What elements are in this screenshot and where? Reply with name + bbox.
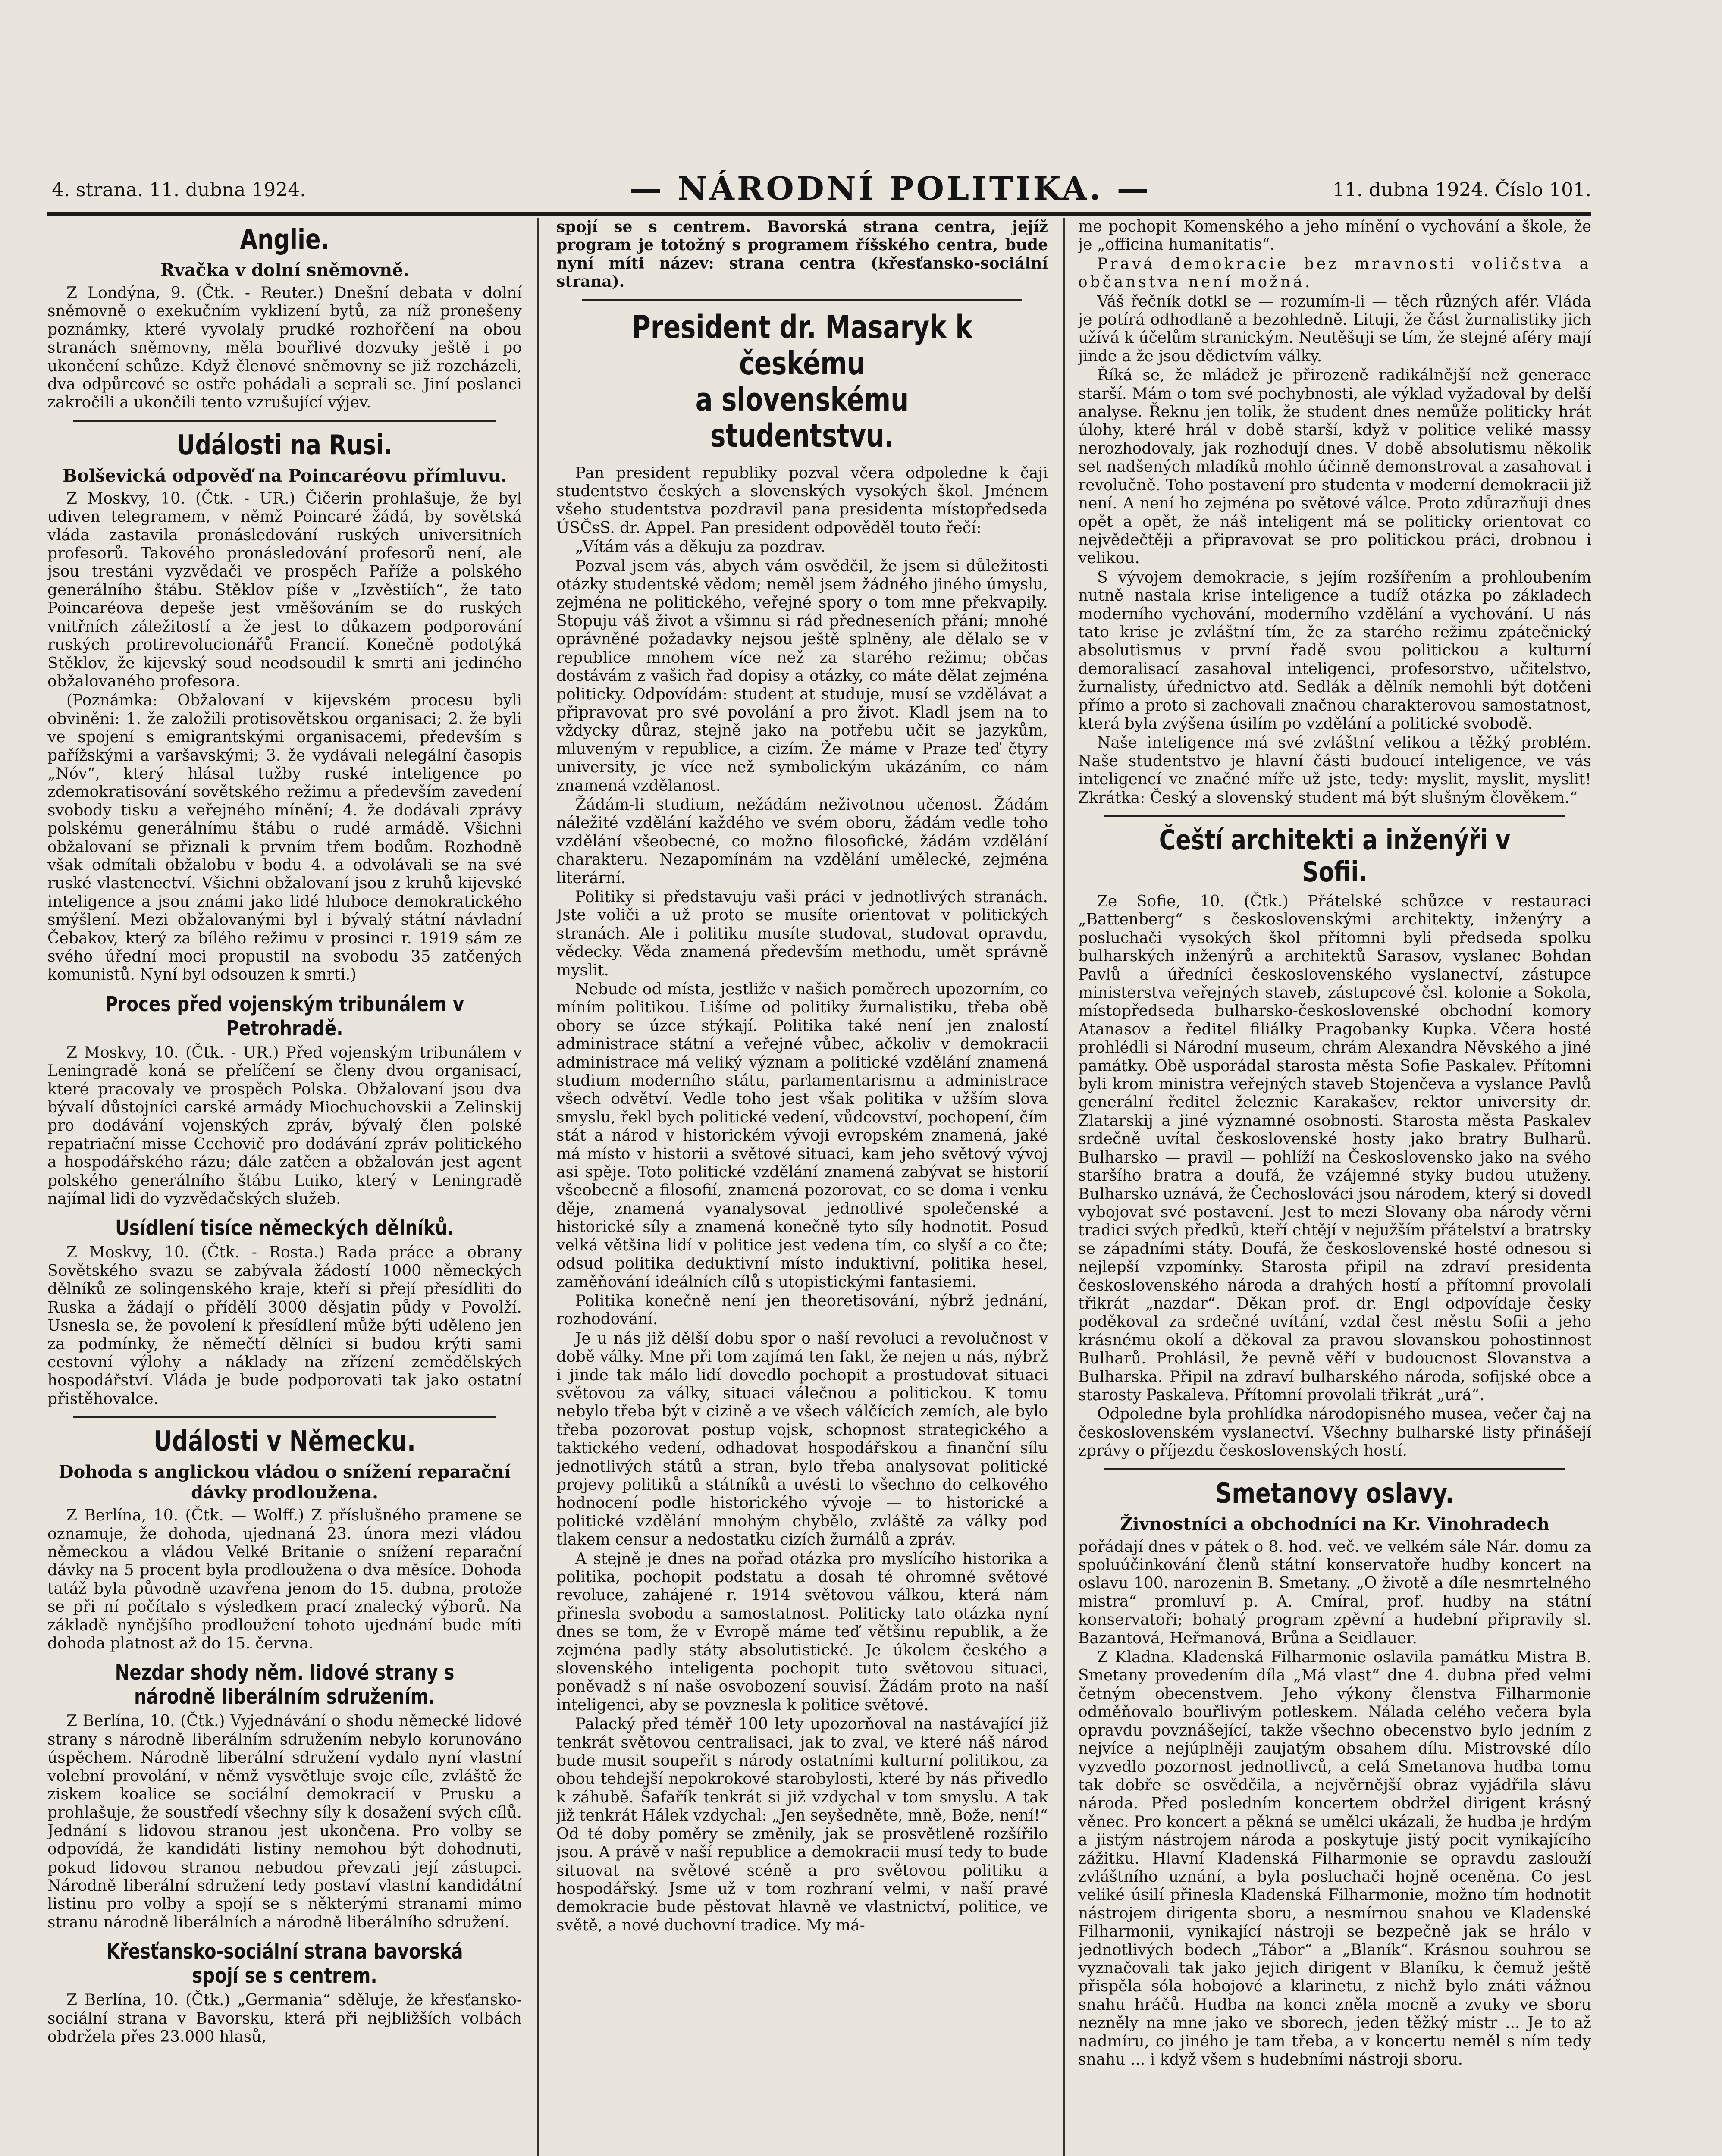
- article-paragraph: Naše inteligence má své zvláštní velikou a těžký problém. Naše studentstvo je hlavní části budoucí inteligence, ve vás inteligencí ve značné míře už jste, tedy: myslit, myslit, myslit! Zkrátka: Český a slovenský student má být slušným člověkem.“: [1078, 734, 1591, 807]
- column-2: [556, 218, 1048, 2156]
- article-paragraph: Pan president republiky pozval včera odpoledne k čaji studentstvo českých a slovenských vysokých škol. Jménem všeho studentstva pozdravil pana presidenta místopředseda ÚSČsS. dr. Appel. Pan president odpověděl touto řečí:: [556, 464, 1048, 537]
- article-paragraph: A stejně je dnes na pořad otázka pro myslícího historika a politika, pochopit podstatu a dosah té ohromné světové revoluce, zahájené r. 1914 světovou válkou, která nám přinesla svobodu a samostatnost. Politicky tato otázka nyní dnes se tom, že v Evropě máme teď většinu republik, a že zejména padly státy absolutistické. Je úkolem českého a slovenského inteligenta pochopit tuto světovou situaci, poněvadž s ní naše osvobození souvisí. Žádám proto na naší inteligenci, aby se povznesla k politice světové.: [556, 1550, 1048, 1714]
- column-3: [1078, 218, 1591, 2156]
- article-paragraph: Je u nás již dělší dobu spor o naší revoluci a revolučnost v době války. Mne při tom zajímá ten fakt, že nejen u nás, nýbrž i jinde tak málo lidí dovedlo pochopit a prostudovat situaci světovou za války, situaci válečnou a politickou. K tomu nebylo třeba být v cizině a ve všech válčících zemích, ale bylo třeba pozorovat postup vojsk, schopnost strategického a taktického vedení, odhadovat hospodářskou a finanční sílu jednotlivých států a stran, bylo třeba analysovat politické projevy politiků a státníků a uvésti to všechno do celkového hodnocení podle historického vývoje — to historické a politické vzdělání mnohým chybělo, zvláště za války pod tlakem censur a nedostatku cizích žurnálů a zpráv.: [556, 1329, 1048, 1549]
- headline-masaryk-line2: a slovenskému studentstvu.: [695, 381, 909, 454]
- article-paragraph: S vývojem demokracie, s jejím rozšířením a prohloubením nutně nastala krise inteligence a tudíž otázka po základech moderního vychování, moderního vzdělání a vychování. U nás tato krise je zvláštní tím, že za starého režimu zpátečnický absolutismus v první řadě svou politickou a kulturní demoralisací zasahoval inteligenci, profesorstvo, učitelstvo, žurnalisty, úřednictvo atd. Sedlák a dělník nemohli být dotčeni přímo a proto si zachovali značnou charakterovou samostatnost, která byla zvýšena úsilím po vzdělání a politické svobodě.: [1078, 568, 1591, 733]
- article-paragraph: Z Kladna. Kladenská Filharmonie oslavila památku Mistra B. Smetany provedením díla „Má vlast“ dne 4. dubna před velmi četným obecenstvem. Jeho výkony členstva Filharmonie odměňovalo bouřlivým potleskem. Nálada celého večera byla opravdu povznášející, takže všechno obecenstvo bylo jedním z nejvíce a nejúplněji zaujatým obsahem dílu. Mistrovské dílo vyzvedlo pozornost jednotlivců, a celá Smetanova hudba tomu tak dobře se osvědčila, a nejvěrnější obraz vyjádřila slávu národa. Před posledním koncertem obdržel dirigent krásný věnec. Pro koncert a pěkná se umělci ukázali, že hudba je hrdým a jistým nástrojem národa a poskytuje jistý pocit vynikajícího zážitku. Hlavní Kladenská Filharmonie se opravdu zaslouží zvláštního uznání, a byla posluchači hojně oceněna. Co jest veliké úsilí přinesla Kladenská Filharmonie, možno tím hodnotit nástrojem dirigenta sboru, a nesmírnou snahou ve Kladenské Filharmonii, vynikající nástroji se bezpečně jak se hrálo v jednotlivých bodech „Tábor“ a „Blaník“. Krásnou souhrou se vyznačovali tak jako jejich dirigent v Blaníku, k čemuž ještě přispěla sóla hobojové a klarinetu, z nichž bylo znáti vážnou snahu hráčů. Hudba na konci zněla mocně a zvuky ve sboru nezněly na mne jako ve sborech, jeden těžký mistr ... Je to až nadmíru, co jiného je tam třeba, a v koncertu neměl s ním tedy snahu ... i když všem s hudebními nástroji sboru.: [1078, 1648, 1591, 2068]
- headline-smetana: Smetanovy oslavy.: [1215, 1477, 1454, 1510]
- headline-anglie: Anglie.: [240, 224, 329, 256]
- article-paragraph: Váš řečník dotkl se — rozumím-li — těch různých afér. Vláda je potírá odhodlaně a bezohledně. Lituji, že část žurnalistiky jich užívá k účelům stranickým. Neutěšuji se tím, že stejné aféry mají jinde a že jsou dědictvím války.: [1078, 292, 1591, 365]
- article-paragraph: Z Berlína, 10. (Čtk.) „Germania“ sděluje, že křesťansko-sociální strana v Bavorsku, která při nejbližších volbách obdržela přes 23.000 hlasů,: [47, 1991, 522, 2046]
- headline-usidleni: Usídlení tisíce německých dělníků.: [115, 1216, 454, 1241]
- header-page-date: 4. strana. 11. dubna 1924.: [52, 179, 306, 201]
- article-paragraph: Z Berlína, 10. (Čtk. — Wolff.) Z příslušného pramene se oznamuje, že dohoda, ujednaná 23. února mezi vládou německou a vládou Velké Britanie o snížení reparační dávky na 5 procent byla prodloužena o dva měsíce. Dohoda tatáž byla původně uzavřena jenom do 15. dubna, protože se při ní počítalo s výsledkem prací znalecký výborů. Na základě nynějšího prodloužení tohoto ujednání bude míti dohoda platnost až do 15. června.: [47, 1507, 522, 1652]
- subheadline-dohoda: Dohoda s anglickou vládou o snížení reparační dávky prodloužena.: [58, 1462, 511, 1503]
- subheadline-bolsevicka: Bolševická odpověď na Poincaréovu přímluvu.: [63, 465, 507, 486]
- article-paragraph: Z Moskvy, 10. (Čtk. - UR.) Před vojenským tribunálem v Leningradě koná se přelíčení se členy dvou organisací, které pracovaly ve prospěch Polska. Obžalovaní jsou dva bývalí důstojníci carské armády Miochuchovskii a Zelinskij pro dodávání vojenských zpráv, bývalý člen polské repatriační misse Ccchovič pro dodávání zpráv politického a hospodářského rázu; dále zatčen a obžalován jest agent polského generálního štábu Luiko, který v Leningradě najímal lidi do vyzvědačských služeb.: [47, 1044, 522, 1208]
- headline-nezdar: Nezdar shody něm. lidové strany s národně liberálním sdružením.: [115, 1661, 455, 1709]
- headline-masaryk-line1: President dr. Masaryk k českému: [632, 308, 972, 382]
- article-paragraph: Z Moskvy, 10. (Čtk. - UR.) Čičerin prohlašuje, že byl udiven telegramem, v němž Poincaré žádá, by sovětská vláda zastavila pronásledování ruských universitních profesorů. Takového pronásledování profesorů není, ale jsou trestáni vyzvědači ve prospěch Paříže a polského generálního štábu. Stěklov píše v „Izvěstiích“, že tato Poincaréova depeše jest vměšováním se do ruských vnitřních záležitostí a že jest to důkazem podporování ruských protirevolucionářů Francií. Konečně podotýká Stěklov, že kijevský soud neodsoudil k smrti ani jediného obžalovaného profesora.: [47, 489, 522, 690]
- headline-krestansko: Křesťansko-sociální strana bavorská spojí se s centrem.: [106, 1940, 463, 1988]
- article-paragraph: me pochopit Komenského a jeho mínění o vychování a škole, že je „officina humanitatis“.: [1078, 218, 1591, 254]
- article-separator: [1104, 815, 1565, 817]
- article-paragraph: Žádám-li studium, nežádám neživotnou učenost. Žádám náležité vzdělání každého ve svém oboru, žádám vedle toho vzdělání všeobecné, co možno filosofické, žádám vzdělání charakteru. Nezapomínám na vzdělání umělecké, zejména literární.: [556, 796, 1048, 887]
- article-paragraph: Pozval jsem vás, abych vám osvědčil, že jsem si důležitosti otázky studentské vědom; neměl jsem žádného jiného úmyslu, zejména ne politického, veřejné spory o tom mne překvapily. Stopuju váš život a všimnu si rád předneseních přání; mnohé oprávněné požadavky nejsou ještě splněny, ale dělalo se v republice mnohem více než za starého režimu; občas dostávám z vašich řad dopisy a otázky, co máte dělat zejména politicky. Odpovídám: student at studuje, musí se vzdělávat a připravovat pro své povolání a pro život. Kladl jsem na to vždycky důraz, stejně jako na potřebu učit se jazykům, mluveným v republice, a cizím. Že máme v Praze teď čtyry university, je více než symbolickým ukázáním, co nám znamená vzdělanost.: [556, 557, 1048, 795]
- article-paragraph: Ze Sofie, 10. (Čtk.) Přátelské schůzce v restauraci „Battenberg“ s československými architekty, inženýry a posluchači vysokých škol přítomni byli předseda spolku bulharských inženýrů a architektů Sarasov, vyslanec Bohdan Pavlů a úředníci československého vyslanectví, zástupce ministerstva veřejných staveb, zástupcové čsl. kolonie a Sokola, místopředseda bulharsko-československé obchodní komory Atanasov a ředitel filiálky Pragobanky Kupka. Včera hosté prohlédli si Národní museum, chrám Alexandra Něvského a jiné památky. Obě usporádal starosta města Sofie Paskalev. Přítomni byli krom ministra veřejných staveb Stojenčeva a vyslance Pavlů generální ředitel železnic Karakašev, rektor university dr. Zlatarskij a jiné významné osobnosti. Starosta města Paskalev srdečně uvítal československé hosty jako bratry Bulharů. Bulharsko — pravil — pohlíží na Československo jako na svého staršího bratra a doufá, že vzájemné styky budou utuženy. Bulharsko uznává, že Čechoslováci jsou národem, který si dovedl vybojovat své postavení. Jest to mezi Slovany oba národy věrni tradici svých předků, kteří chtějí v nejužším přátelství a bratrsky se západními státy. Doufá, že československé hosté odnesou si nejlepší vzpomínky. Starosta připil na zdraví presidenta československého národa a drahých hostí a přítomní provolali třikrát „nazdar“. Děkan prof. dr. Engl odpovídaje česky poděkoval za srdečné uvítání, vzdal čest městu Sofii a jeho krásnému okolí a děkoval za pravou slovanskou pohostinnost Bulharů. Prohlásil, že pevně věří v budoucnost Slovanstva a Bulharska. Připil na zdraví bulharského národa, sofijské obce a starosty Paskaleva. Přítomní provolali třikrát „urá“.: [1078, 893, 1591, 1404]
- article-paragraph: Říká se, že mládež je přirozeně radikálnější než generace starší. Mám o tom své pochybnosti, ale výklad vyžadoval by delší analyse. Řeknu jen tolik, že student dnes nemůže politicky hrát úlohy, které hrál v době starší, když v politice veliké massy nerozhodovaly, jak rozhodují dnes. V době absolutismu několik set nadšených mladíků mohlo účinně demonstrovat a zasahovat i revolučně. Toho postavení pro studenta v moderní demokracii již není. A není ho zejména po světové válce. Proto zdůrazňuji dnes opět a opět, že náš inteligent má se politicky orientovat co nejvědečtěji a připravovat se pro politickou práci, drobnou i velikou.: [1078, 367, 1591, 567]
- article-paragraph: pořádají dnes v pátek o 8. hod. več. ve velkém sále Nár. domu za spoluúčinkování členů státní konservatoře hudby koncert na oslavu 100. narozenin B. Smetany. „O životě a díle nesmrtelného mistra“ promluví p. A. Cmíral, prof. hudby na státní konservatoři; bohatý program zpěvní a hudební připravily sl. Bazantová, Heřmanová, Brůna a Seidlauer.: [1078, 1538, 1591, 1647]
- subheadline-rvacka: Rvačka v dolní sněmovně.: [160, 260, 409, 280]
- article-paragraph: (Poznámka: Obžalovaní v kijevském procesu byli obviněni: 1. že založili protisovětskou organisaci; 2. že byli ve spojení s emigrantskými organisacemi, především s pařížskými a varšavskými; 3. že vydávali nelegální časopis „Nóv“, který hlásal tužby ruské inteligence po zdemokratisování sovětského režimu a především zavedení svobody tisku a veřejného mínění; 4. že dodávali zprávy polskému generálnímu štábu o rudé armádě. Všichni obžalovaní se přiznali k prvním třem bodům. Rozhodně však odmítali obžalobu v bodu 4. a odvolávali se na své ruské vlastenectví. Všichni obžalovaní jsou z kruhů kijevské inteligence a jsou známi jako lidé hluboce demokratického smýšlení. Mezi obžalovanými byl i bývalý státní návladní Čebakov, který za bílého režimu v prosinci r. 1919 sám ze svého úřední moci propustil na svobodu 35 zatčených komunistů. Nyní byl odsouzen k smrti.): [47, 692, 522, 984]
- column-1: [47, 218, 522, 2156]
- headline-nemecko: Události v Německu.: [154, 1426, 416, 1458]
- article-paragraph: Politika konečně není jen theoretisování, nýbrž jednání, rozhodování.: [556, 1292, 1048, 1329]
- continuation-paragraph: spojí se s centrem. Bavorská strana centra, jejíž program je totožný s programem říšského centra, bude nyní míti název: strana centra (křesťansko-sociální strana).: [556, 218, 1048, 291]
- header-rule: [47, 212, 1591, 216]
- subheadline-zivnostnici: Živnostníci a obchodníci na Kr. Vinohradech: [1120, 1514, 1549, 1534]
- article-separator: [1104, 1468, 1565, 1470]
- article-paragraph: Politiky si představuju vaši práci v jednotlivých stranách. Jste voliči a už proto se musíte orientovat v politických stranách. Ale i politiku musíte studovat, studovat opravdu, vědecky. Věda znamená především methodu, umět správně myslit.: [556, 888, 1048, 979]
- masthead-title: — NÁRODNÍ POLITIKA. —: [630, 170, 1151, 207]
- article-paragraph: Palacký před téměř 100 lety upozorňoval na nastávající již tenkrát světovou centralisaci, jak to zval, ve které náš národ bude musit soupeřit s národy ostatními kulturní politikou, za obou tehdejší nepokrokové starobylosti, které by nás přivedlo k záhubě. Šafařík tenkrát si již vzdychal v tom smyslu. A tak již tenkrát Hálek vzdychal: „Jen seyšedněte, mně, Bože, není!“ Od té doby poměry se změnily, jak se prosvětleně rozšířilo jsou. A právě v naší republice a demokracii musí tedy to bude situovat na světové scéně a pro světovou politiku a hospodářský. Jsme už v tom rozhraní velmi, v naší pravé demokracie bude pěstovat hlavně ve vlastnictví, politice, ve světě, a nové duchovní tradice. My má-: [556, 1715, 1048, 1934]
- header-issue-number: 11. dubna 1924. Číslo 101.: [1333, 179, 1591, 201]
- article-paragraph: Pravá demokracie bez mravnosti voličstva a občanstva není možná.: [1078, 255, 1591, 291]
- column-divider: [1063, 218, 1065, 2156]
- page-header: [47, 170, 1591, 213]
- headline-proces: Proces před vojenským tribunálem v Petrohradě.: [105, 992, 464, 1040]
- headline-masaryk: [605, 309, 999, 454]
- article-paragraph: Z Moskvy, 10. (Čtk. - Rosta.) Rada práce a obrany Sovětského svazu se zabývala žádostí 1000 německých dělníků ze solingenského kraje, kteří si přejí přesídliti do Ruska a žádají o přídělí 3000 děsjatin půdy v Povolží. Usnesla se, že povolení k přesídlení může býti uděleno jen za podmínky, že němečtí dělníci si budou krýti sami cestovní výlohy a náklady na zřízení zemědělských hospodářství. Vláda je bude podporovati tak jako ostatní přistěhovalce.: [47, 1244, 522, 1408]
- article-paragraph: „Vítám vás a děkuju za pozdrav.: [575, 538, 826, 556]
- column-divider: [537, 218, 539, 2156]
- article-paragraph: Z Londýna, 9. (Čtk. - Reuter.) Dnešní debata v dolní sněmovně o exekučním vyklizení bytů, za níž pronešeny poznámky, které vyvolaly prudké rozhořčení na obou stranách sněmovny, měla bouřlivé dozvuky ještě i po ukončení schůze. Když členové sněmovny se již rozcházeli, dva odpůrcové se ostře pohádali a seprali se. Jiní poslanci zakročili a ukončili tento vzrušující výjev.: [47, 284, 522, 412]
- article-paragraph: Z Berlína, 10. (Čtk.) Vyjednávání o shodu německé lidové strany s národně liberálním sdružením nebylo korunováno úspěchem. Národně liberální sdružení vydalo nyní vlastní volební provolání, v němž vysvětluje svoje cíle, zvláště že ziskem koalice se sociální demokracií v Prusku a prohlašuje, že soustředí všechny síly k dosažení svých cílů. Jednání s lidovou stranou jest ukončena. Pro volby se odpovídá, že kandidáti listiny nemohou být dohodnuti, pokud lidovou stranou nebudou převzati její zástupci. Národně liberální sdružení tedy postaví vlastní kandidátní listinu pro volby a spojí se s některými stranami mimo stranu národně liberálních a národně liberálního sdružení.: [47, 1712, 522, 1931]
- article-paragraph: Nebude od místa, jestliže v našich poměrech upozorním, co míním politikou. Lišíme od politiky žurnalistiku, třeba obě obory se úzce stýkají. Politika také není jen znalostí administrace státní a veřejné vůbec, ačkoliv v demokracii administrace má veliký význam a politické vzdělání znamená studium moderního státu, parlamentarismu a administrace všech odvětví. Vedle toho jest však politika v užším slova smyslu, řekl bych politické vedení, vůdcovství, pochopení, čím stát a národ v historickém vývoji evropském znamená, jaké má místo v historii a světové situaci, kam jeho světový vývoj asi spěje. Toto politické vzdělání znamená zabývat se historií všeobecně a filosofií, znamená pozorovat, co se doma i venku děje, znamená vyanalysovat jednotlivé společenské a historické síly a znamená konečně tyto síly hodnotit. Posud velká většina lidí v politice jest vedena tím, co slyší a co čte; odsud politika deduktivní místo induktivní, politika hesel, zaměňování ideálních cílů s utopistickými fantasiemi.: [556, 981, 1048, 1291]
- article-separator: [582, 299, 1022, 301]
- article-paragraph: Odpoledne byla prohlídka národopisného musea, večer čaj na československém vyslanectví. Všechny bulharské listy přinášejí zprávy o příjezdu československých hostí.: [1078, 1405, 1591, 1460]
- headline-sofie: Čeští architekti a inženýři v Sofii.: [1159, 824, 1511, 888]
- article-separator: [73, 420, 496, 422]
- headline-rusko: Události na Rusi.: [176, 429, 393, 461]
- article-separator: [73, 1416, 496, 1418]
